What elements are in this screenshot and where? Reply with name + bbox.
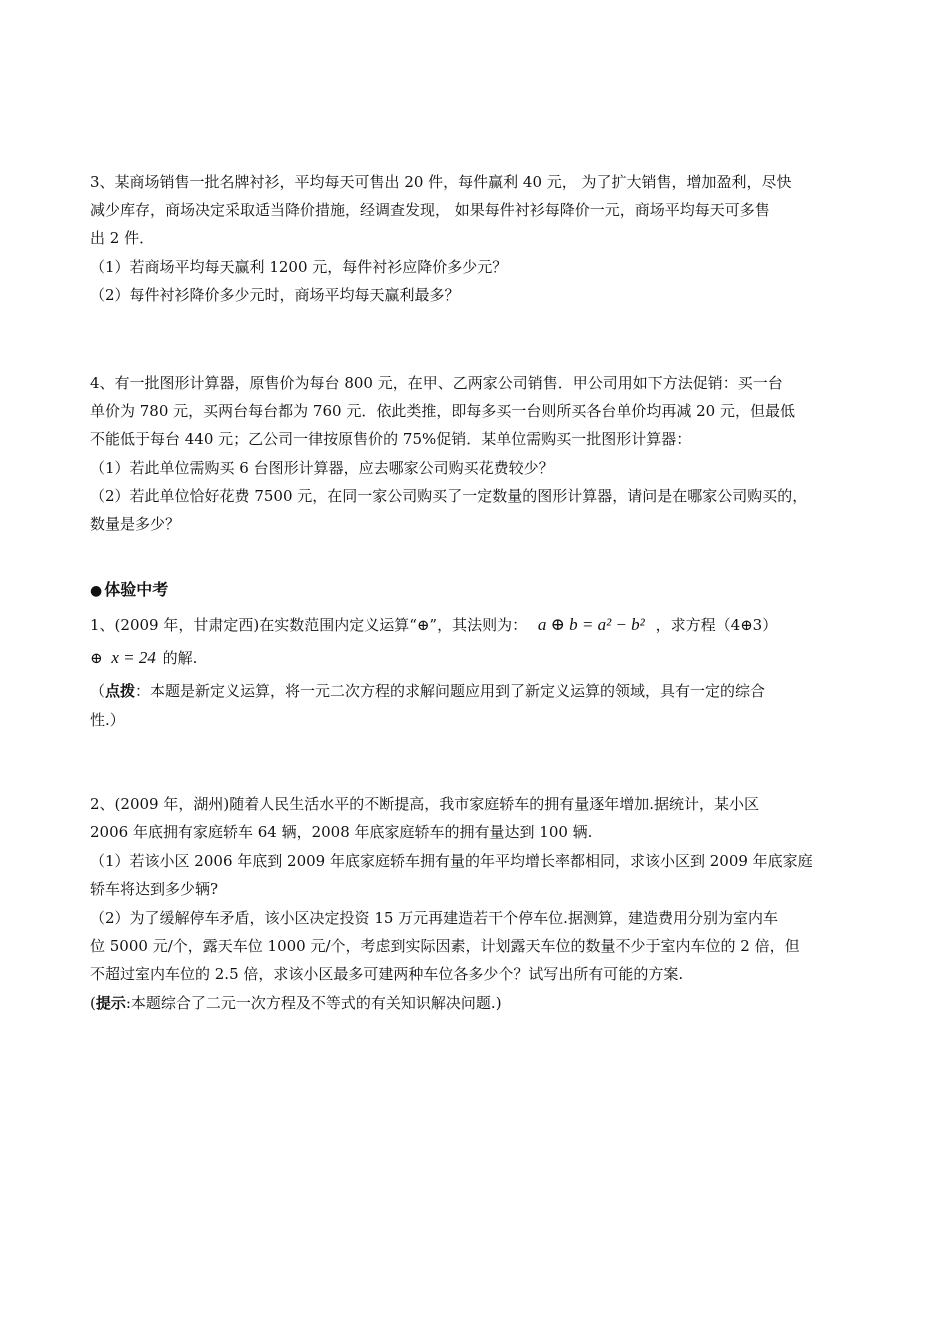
q3-part-2: （2）每件衬衫降价多少元时，商场平均每天赢利最多？ <box>90 286 460 304</box>
q4-part-2-cont: 数量是多少？ <box>90 515 181 533</box>
q4-line-1: 4、有一批图形计算器，原售价为每台 800 元，在甲、乙两家公司销售．甲公司用如下方法促销：买一台 <box>90 374 783 392</box>
section-heading <box>90 580 168 601</box>
e2-hint-open: ( <box>90 994 96 1012</box>
e2-part-2: （2）为了缓解停车矛盾，该小区决定投资 15 万元再建造若干个停车位.据测算，建造费用分别为室内车 <box>90 909 778 927</box>
q3-part-1: （1）若商场平均每天赢利 1200 元，每件衬衫应降价多少元？ <box>90 258 508 276</box>
e2-hint-text: :本题综合了二元一次方程及不等式的有关知识解决问题.) <box>125 994 502 1012</box>
e1-hint-text: ：本题是新定义运算，将一元二次方程的求解问题应用到了新定义运算的领域，具有一定的综合 <box>135 682 766 700</box>
e2-line-2: 2006 年底拥有家庭轿车 64 辆，2008 年底家庭轿车的拥有量达到 100 辆. <box>90 823 593 841</box>
e1-oplus: ⊕ <box>90 649 103 667</box>
e1-equation: x = 24 <box>111 648 156 667</box>
e1-formula: a ⊕ b = a² − b² <box>537 615 645 634</box>
e1-hint-open: （ <box>90 682 106 700</box>
e1-line-1 <box>90 615 777 635</box>
e1-hint-label: 点拨 <box>105 682 136 700</box>
e2-part-2-cont-2: 不超过室内车位的 2.5 倍，求该小区最多可建两种车位各多少个？试写出所有可能的方案. <box>90 965 684 983</box>
q4-part-1: （1）若此单位需购买 6 台图形计算器，应去哪家公司购买花费较少？ <box>90 459 554 477</box>
e1-hint-line-1 <box>90 681 765 701</box>
e2-hint <box>90 993 502 1013</box>
section-title: 体验中考 <box>104 580 169 599</box>
e2-part-1: （1）若该小区 2006 年底到 2009 年底家庭轿车拥有量的年平均增长率都相同，求该小区到 2009 年底家庭 <box>90 852 813 870</box>
e1-text-b: ，求方程（4⊕3） <box>655 616 778 634</box>
e2-hint-label: 提示 <box>95 994 126 1012</box>
e1-text-c: 的解. <box>162 649 198 667</box>
q4-line-2: 单价为 780 元，买两台每台都为 760 元．依此类推，即每多买一台则所买各台单价均再减 20 元，但最低 <box>90 402 795 420</box>
q4-part-2: （2）若此单位恰好花费 7500 元，在同一家公司购买了一定数量的图形计算器，请问是在哪家公司购买的， <box>90 487 808 505</box>
q4-line-3: 不能低于每台 440 元；乙公司一律按原售价的 75%促销．某单位需购买一批图形计算器： <box>90 430 692 448</box>
e2-part-2-cont-1: 位 5000 元/个，露天车位 1000 元/个，考虑到实际因素，计划露天车位的数量不少于室内车位的 2 倍，但 <box>90 937 800 955</box>
q3-line-1: 3、某商场销售一批名牌衬衫，平均每天可售出 20 件，每件赢利 40 元， 为了扩大销售，增加盈利，尽快 <box>90 173 792 191</box>
bullet-icon: ● <box>90 583 103 599</box>
q3-line-2: 减少库存，商场决定采取适当降价措施，经调查发现， 如果每件衬衫每降价一元，商场平均每天可多售 <box>90 201 770 219</box>
e2-part-1-cont: 轿车将达到多少辆? <box>90 880 219 898</box>
e1-line-2 <box>90 648 197 668</box>
e1-text-a: 1、(2009 年，甘肃定西)在实数范围内定义运算“⊕”，其法则为： <box>90 616 528 634</box>
e1-hint-line-2: 性.） <box>90 711 125 729</box>
q3-line-3: 出 2 件． <box>90 229 155 247</box>
e2-line-1: 2、(2009 年，湖州)随着人民生活水平的不断提高，我市家庭轿车的拥有量逐年增加.据统计，某小区 <box>90 795 759 813</box>
